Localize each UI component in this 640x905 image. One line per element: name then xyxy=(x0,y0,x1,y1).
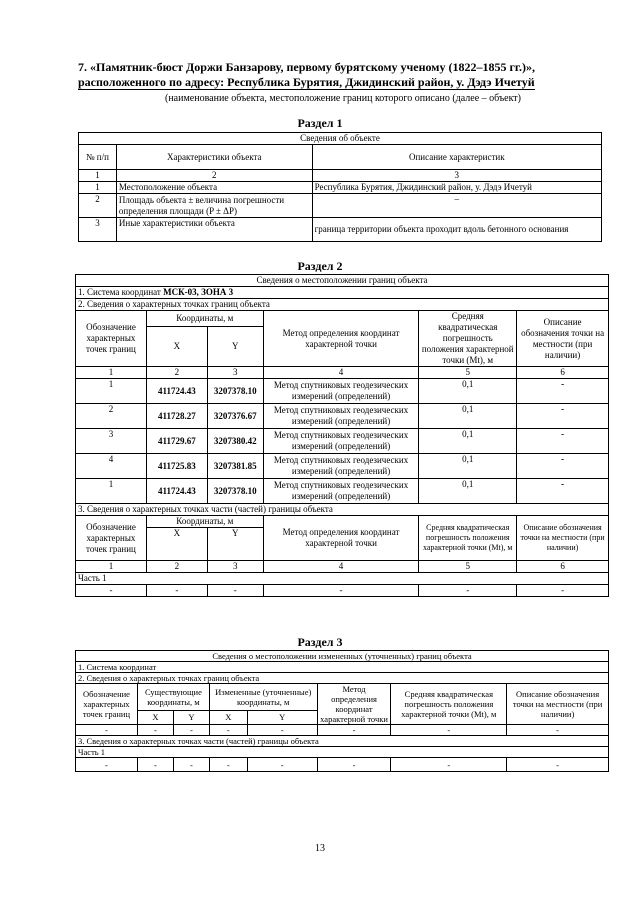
point-error: 0,1 xyxy=(419,429,517,454)
point-method: Метод спутниковых геодезических измерений (определений) xyxy=(263,379,419,404)
col-y: Y xyxy=(207,528,263,561)
section3-caption: Сведения о местоположении измененных (уточненных) границ объекта xyxy=(76,651,609,662)
col-x: X xyxy=(146,326,207,366)
point-description: - xyxy=(517,454,609,479)
point-error: 0,1 xyxy=(419,454,517,479)
coordinate-system-label: 1. Система координат xyxy=(78,287,164,297)
coordinate-system xyxy=(76,287,609,299)
empty-cell: - xyxy=(137,725,173,736)
empty-cell: - xyxy=(517,585,609,597)
table-row xyxy=(79,194,602,218)
point-x: 411725.83 xyxy=(146,454,207,479)
parts-title: 3. Сведения о характерных точках части (частей) границы объекта xyxy=(76,504,609,516)
point-error: 0,1 xyxy=(419,404,517,429)
row-description: граница территории объекта проходит вдоль бетонного основания xyxy=(312,218,601,242)
col-method: Метод определения координат характерной точки xyxy=(263,516,419,561)
point-description: - xyxy=(517,479,609,504)
row-characteristic: Иные характеристики объекта xyxy=(116,218,312,242)
col-x: X xyxy=(137,710,173,724)
section1-table xyxy=(78,132,602,242)
col-error: Средняя квадратическая погрешность положения характерной точки (Mt), м xyxy=(391,684,507,725)
coordinate-system: 1. Система координат xyxy=(76,662,609,673)
point-method: Метод спутниковых геодезических измерений (определений) xyxy=(263,404,419,429)
point-y: 3207376.67 xyxy=(207,404,263,429)
num-cell: 5 xyxy=(419,561,517,573)
table-row xyxy=(76,379,609,404)
col-point-description: Описание обозначения точки на местности (при наличии) xyxy=(517,516,609,561)
point-id: 2 xyxy=(76,404,147,429)
num-cell: 4 xyxy=(263,367,419,379)
object-subtitle: (наименование объекта, местоположение границ которого описано (далее – объект) xyxy=(164,93,522,104)
point-y: 3207381.85 xyxy=(207,454,263,479)
empty-cell: - xyxy=(209,725,247,736)
point-description: - xyxy=(517,404,609,429)
title-line-1: 7. «Памятник-бюст Доржи Банзарову, первому бурятскому ученому (1822–1855 гг.)», xyxy=(78,60,536,74)
part-label: Часть 1 xyxy=(76,747,609,758)
num-cell: 2 xyxy=(116,170,312,182)
table-row xyxy=(79,218,602,242)
col-error: Средняя квадратическая погрешность положения характерной точки (Mt), м xyxy=(419,311,517,367)
col-changed-coordinates: Измененные (уточненные) координаты, м xyxy=(209,684,317,711)
col-point-description: Описание обозначения точки на местности (при наличии) xyxy=(507,684,609,725)
point-x: 411729.67 xyxy=(146,429,207,454)
col-existing-coordinates: Существующие координаты, м xyxy=(137,684,209,711)
point-x: 411728.27 xyxy=(146,404,207,429)
table-row xyxy=(79,182,602,194)
col-y: Y xyxy=(173,710,209,724)
object-title xyxy=(78,60,608,90)
col-method: Метод определения координат характерной точки xyxy=(317,684,391,725)
table-row xyxy=(76,479,609,504)
points-title: 2. Сведения о характерных точках границ объекта xyxy=(76,299,609,311)
num-cell: 6 xyxy=(517,367,609,379)
num-cell: 5 xyxy=(419,367,517,379)
row-characteristic: Площадь объекта ± величина погрешности определения площади (P ± ΔP) xyxy=(116,194,312,218)
col-characteristic: Характеристики объекта xyxy=(116,145,312,170)
table-row xyxy=(76,725,609,736)
section1-heading: Раздел 1 xyxy=(297,116,343,130)
col-method: Метод определения координат характерной точки xyxy=(263,311,419,367)
point-id: 4 xyxy=(76,454,147,479)
col-x: X xyxy=(209,710,247,724)
point-y: 3207380.42 xyxy=(207,429,263,454)
parts-title: 3. Сведения о характерных точках части (частей) границы объекта xyxy=(76,736,609,747)
point-description: - xyxy=(517,379,609,404)
point-id: 1 xyxy=(76,379,147,404)
empty-cell: - xyxy=(507,725,609,736)
num-cell: 4 xyxy=(263,561,419,573)
col-x: X xyxy=(146,528,207,561)
point-error: 0,1 xyxy=(419,379,517,404)
row-description: Республика Бурятия, Джидинский район, у. Дэдэ Ичетуй xyxy=(312,182,601,194)
col-coordinates: Координаты, м xyxy=(146,516,263,528)
table-row xyxy=(76,404,609,429)
empty-cell: - xyxy=(507,758,609,772)
empty-cell: - xyxy=(317,725,391,736)
title-line-2: расположенного по адресу: Республика Бурятия, Джидинский район, у. Дэдэ Ичетуй xyxy=(78,75,535,89)
empty-cell: - xyxy=(76,585,147,597)
point-id: 1 xyxy=(76,479,147,504)
empty-cell: - xyxy=(76,725,138,736)
empty-cell: - xyxy=(317,758,391,772)
col-error: Средняя квадратическая погрешность положения характерной точки (Mt), м xyxy=(419,516,517,561)
col-y: Y xyxy=(247,710,317,724)
num-cell: 1 xyxy=(79,170,117,182)
empty-cell: - xyxy=(173,725,209,736)
empty-cell: - xyxy=(209,758,247,772)
num-cell: 1 xyxy=(76,367,147,379)
col-description: Описание характеристик xyxy=(312,145,601,170)
table-row xyxy=(76,585,609,597)
empty-cell: - xyxy=(146,585,207,597)
col-no: № п/п xyxy=(79,145,117,170)
section2-heading: Раздел 2 xyxy=(297,259,343,273)
table-row xyxy=(76,429,609,454)
row-number: 3 xyxy=(79,218,117,242)
points-title: 2. Сведения о характерных точках границ объекта xyxy=(76,673,609,684)
row-number: 1 xyxy=(79,182,117,194)
col-y: Y xyxy=(207,326,263,366)
col-designation: Обозначение характерных точек границ xyxy=(76,311,147,367)
table-row xyxy=(76,454,609,479)
col-point-description: Описание обозначения точки на местности (при наличии) xyxy=(517,311,609,367)
point-method: Метод спутниковых геодезических измерений (определений) xyxy=(263,429,419,454)
point-y: 3207378.10 xyxy=(207,379,263,404)
section2-table xyxy=(75,274,609,597)
col-coordinates: Координаты, м xyxy=(146,311,263,327)
section3-heading: Раздел 3 xyxy=(297,635,343,649)
part-label: Часть 1 xyxy=(76,573,609,585)
point-x: 411724.43 xyxy=(146,479,207,504)
section1-caption: Сведения об объекте xyxy=(79,133,602,145)
point-y: 3207378.10 xyxy=(207,479,263,504)
point-method: Метод спутниковых геодезических измерений (определений) xyxy=(263,479,419,504)
empty-cell: - xyxy=(76,758,138,772)
empty-cell: - xyxy=(247,758,317,772)
point-description: - xyxy=(517,429,609,454)
point-x: 411724.43 xyxy=(146,379,207,404)
row-description: – xyxy=(312,194,601,218)
empty-cell: - xyxy=(391,725,507,736)
empty-cell: - xyxy=(137,758,173,772)
row-number: 2 xyxy=(79,194,117,218)
empty-cell: - xyxy=(207,585,263,597)
empty-cell: - xyxy=(173,758,209,772)
point-error: 0,1 xyxy=(419,479,517,504)
empty-cell: - xyxy=(247,725,317,736)
num-cell: 3 xyxy=(207,561,263,573)
col-designation: Обозначение характерных точек границ xyxy=(76,684,138,725)
col-designation: Обозначение характерных точек границ xyxy=(76,516,147,561)
empty-cell: - xyxy=(391,758,507,772)
num-cell: 3 xyxy=(207,367,263,379)
empty-cell: - xyxy=(263,585,419,597)
section2-caption: Сведения о местоположении границ объекта xyxy=(76,275,609,287)
table-row xyxy=(76,758,609,772)
num-cell: 2 xyxy=(146,367,207,379)
point-method: Метод спутниковых геодезических измерений (определений) xyxy=(263,454,419,479)
num-cell: 3 xyxy=(312,170,601,182)
page-number: 13 xyxy=(315,843,325,854)
empty-cell: - xyxy=(419,585,517,597)
point-id: 3 xyxy=(76,429,147,454)
coordinate-system-value: МСК-03, ЗОНА 3 xyxy=(163,287,234,297)
row-characteristic: Местоположение объекта xyxy=(116,182,312,194)
num-cell: 1 xyxy=(76,561,147,573)
num-cell: 2 xyxy=(146,561,207,573)
num-cell: 6 xyxy=(517,561,609,573)
section3-table xyxy=(75,650,609,772)
